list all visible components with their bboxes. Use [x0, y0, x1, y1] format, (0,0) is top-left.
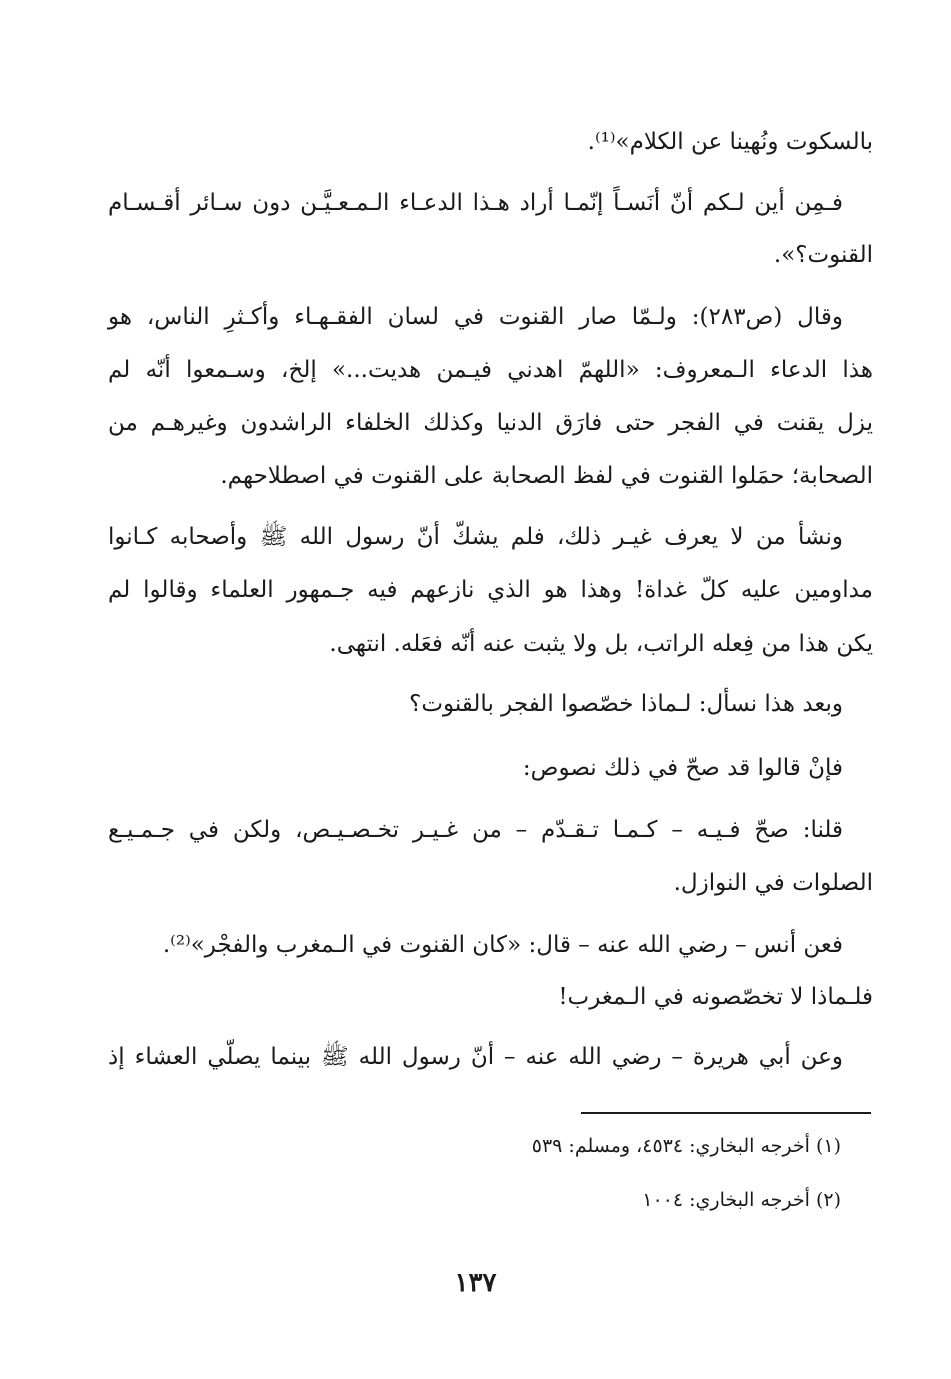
text-line-8: ونشأ من لا يعرف غيـر ذلك، فلم يشكّ أنّ رسول الله ﷺ وأصحابه كـانوا: [108, 524, 843, 550]
text-line-5: هذا الدعاء الـمعروف: «اللهمّ اهدني فيـمن هديت...» إلخ، وسـمعوا أنّه لم: [108, 357, 873, 383]
text-line-1: بالسكوت ونُهينا عن الكلام»⁽¹⁾.: [587, 129, 873, 155]
footnote-separator: [581, 1112, 871, 1114]
text-line-9: مداومين عليه كلّ غداة! وهذا هو الذي نازعهم فيه جـمهور العلماء وقالوا لم: [108, 577, 873, 603]
text-line-2: فـمِن أين لـكم أنّ أنَسـاً إنّمـا أراد هـذا الدعـاء الـمـعـيَّـن دون سـائر أقـسـام: [108, 190, 843, 216]
text-line-4: وقال (ص٢٨٣): ولـمّا صار القنوت في لسان الفقـهـاء وأكـثرِ الناس، هو: [108, 304, 843, 330]
text-line-12: فإنْ قالوا قد صحّ في ذلك نصوص:: [522, 755, 843, 781]
text-line-3: القنوت؟».: [773, 242, 873, 268]
text-line-15: فعن أنس – رضي الله عنه – قال: «كان القنوت في الـمغرب والفجْر»⁽²⁾.: [162, 932, 843, 958]
text-line-16: فلـماذا لا تخصّصونه في الـمغرب!: [558, 984, 873, 1010]
text-line-6: يزل يقنت في الفجر حتى فارَق الدنيا وكذلك الخلفاء الراشدون وغيرهـم من: [108, 410, 873, 436]
text-line-17: وعن أبي هريرة – رضي الله عنه – أنّ رسول الله ﷺ بينما يصلّي العشاء إذ: [108, 1044, 843, 1070]
footnote-2: (٢) أخرجه البخاري: ١٠٠٤: [642, 1189, 841, 1211]
text-line-7: الصحابة؛ حمَلوا القنوت في لفظ الصحابة على القنوت في اصطلاحهم.: [220, 463, 873, 489]
footnote-1: (١) أخرجه البخاري: ٤٥٣٤، ومسلم: ٥٣٩: [531, 1135, 841, 1157]
page-number: ١٣٧: [454, 1268, 497, 1298]
text-line-13: قلنا: صحّ فـيـه – كـمـا تـقـدّم – من غـيـر تخـصـيـص، ولكن في جـمـيـع: [108, 817, 843, 843]
text-line-14: الصلوات في النوازل.: [673, 870, 873, 896]
text-line-10: يكن هذا من فِعله الراتب، بل ولا يثبت عنه أنّه فعَله. انتهى.: [329, 631, 873, 657]
text-line-11: وبعد هذا نسأل: لـماذا خصّصوا الفجر بالقنوت؟: [409, 691, 843, 717]
